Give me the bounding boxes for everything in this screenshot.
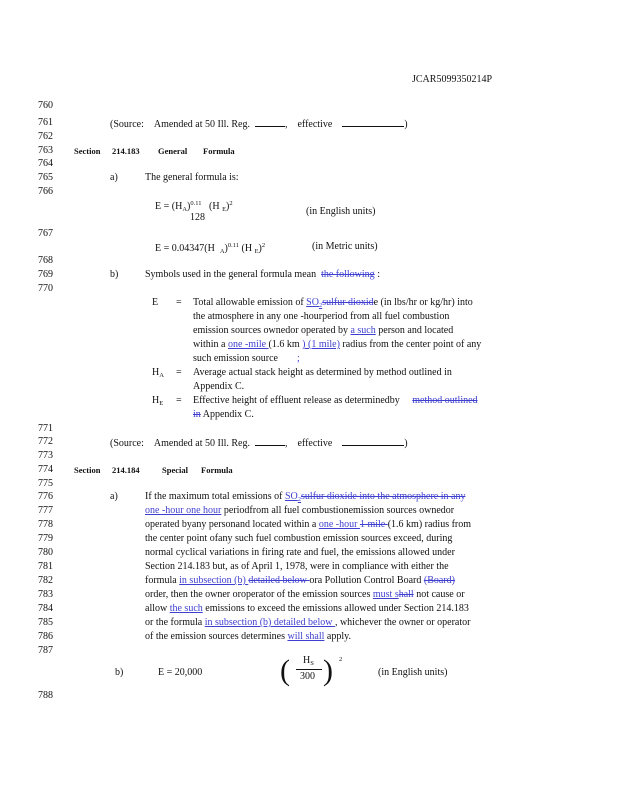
line-number: 778 — [38, 519, 53, 530]
line-number: 768 — [38, 255, 53, 266]
line-number: 786 — [38, 631, 53, 642]
def-e-equals: = — [176, 297, 182, 308]
line-number: 773 — [38, 450, 53, 461]
special-a-line-9: allow the such emissions to exceed the emissions allowed under Section 214.183 — [145, 603, 469, 614]
def-ha-line-1: Average actual stack height as determined by method outlined in — [193, 367, 452, 378]
def-he-line-1: Effective height of effluent release as determinedby method outlined — [193, 395, 478, 406]
line-number: 766 — [38, 186, 53, 197]
line-number: 765 — [38, 172, 53, 183]
line-number: 783 — [38, 589, 53, 600]
section-214-184-title-2: Formula — [201, 465, 233, 475]
special-formula-left-paren: ( — [280, 654, 290, 687]
def-ha-line-2: Appendix C. — [193, 381, 245, 392]
special-formula-units: (in English units) — [378, 667, 448, 678]
english-formula-units: (in English units) — [306, 206, 376, 217]
subsection-a-mark: a) — [110, 172, 118, 183]
line-number: 760 — [38, 100, 53, 111]
line-number: 763 — [38, 145, 53, 156]
english-formula-denominator: 128 — [190, 212, 205, 223]
subsection-b-mark: b) — [110, 269, 119, 280]
special-formula-denominator: 300 — [300, 671, 315, 682]
def-e-symbol: E — [152, 297, 159, 308]
special-a-line-10: or the formula in subsection (b) detailed below , whichever the owner or operator — [145, 617, 471, 628]
def-e-line-3: emission sources ownedor operated by a such person and located — [193, 325, 454, 336]
special-subsection-a-mark: a) — [110, 491, 118, 502]
line-number: 772 — [38, 436, 53, 447]
line-number: 775 — [38, 478, 53, 489]
special-a-line-7: formula in subsection (b) detailed below ora Pollution Control Board (Board) — [145, 575, 455, 586]
line-number: 770 — [38, 283, 53, 294]
section-214-184-label: Section — [74, 465, 101, 475]
source-note-2: (Source: Amended at 50 Ill. Reg. , effective ) — [110, 438, 408, 449]
special-a-line-1: If the maximum total emissions of $SO_2sulfur$ dioxide into the atmosphere in any — [145, 491, 466, 503]
document-id: JCAR5099350214P — [412, 74, 493, 85]
def-e-line-4: within a one -mile (1.6 km ) (1 mile) radius from the center point of any — [193, 339, 482, 350]
section-214-183-number: 214.183 — [112, 146, 140, 156]
line-number: 774 — [38, 464, 53, 475]
subsection-b-text: Symbols used in the general formula mean the following : — [145, 269, 380, 280]
special-formula-numerator: $H_S$ — [303, 655, 314, 667]
source-note-1: (Source: Amended at 50 Ill. Reg. , effective ) — [110, 119, 408, 130]
line-number: 769 — [38, 269, 53, 280]
special-a-line-4: the center point ofany such fuel combustion emission sources exceed, during — [145, 533, 453, 544]
special-formula-right-paren: ) — [323, 654, 333, 687]
line-number: 776 — [38, 491, 53, 502]
def-e-line-1: Total allowable emission of $SO_2sulfur$ dioxide (in lbs/hr or kg/hr) into — [193, 297, 473, 309]
line-number: 761 — [38, 117, 53, 128]
special-a-line-11: of the emission sources determines will shall apply. — [145, 631, 351, 642]
line-number: 784 — [38, 603, 53, 614]
special-a-line-5: normal cyclical variations in firing rate and fuel, the emissions allowed under — [145, 547, 455, 558]
line-number: 788 — [38, 690, 53, 701]
line-number: 781 — [38, 561, 53, 572]
def-he-symbol: $H_E$ — [152, 395, 164, 407]
metric-formula: E = 0.04347(H $_A$)$^{0.11}$ (H $_E$)$^2$ — [155, 242, 266, 255]
special-formula-lhs: E = 20,000 — [158, 667, 203, 678]
special-a-line-2: one -hour one hour periodfrom all fuel combustionemission sources ownedor — [145, 505, 455, 516]
special-formula-exponent: 2 — [339, 656, 343, 663]
def-e-line-2: the atmosphere in any one -hourperiod from all fuel combustion — [193, 311, 450, 322]
line-number: 779 — [38, 533, 53, 544]
line-number: 767 — [38, 228, 53, 239]
line-number: 762 — [38, 131, 53, 142]
line-number: 787 — [38, 645, 53, 656]
section-214-184-number: 214.184 — [112, 465, 140, 475]
def-ha-equals: = — [176, 367, 182, 378]
line-number: 777 — [38, 505, 53, 516]
special-a-line-8: order, then the owner oroperator of the emission sources must shall not cause or — [145, 589, 465, 600]
def-e-line-5: such emission source — [193, 353, 278, 364]
metric-formula-units: (in Metric units) — [312, 241, 378, 252]
revision-mark: ; — [297, 353, 300, 364]
section-214-183-title-2: Formula — [203, 146, 235, 156]
special-a-line-3: operated byany personand located within a one -hour 1 mile (1.6 km) radius from — [145, 519, 472, 530]
section-214-183-label: Section — [74, 146, 101, 156]
special-formula-fraction-bar — [296, 669, 322, 670]
subsection-a-text: The general formula is: — [145, 172, 239, 183]
line-number: 771 — [38, 423, 53, 434]
english-formula: $E = (H_A)^{0.11}$ (H $_E$)$^2$ — [155, 200, 233, 213]
special-a-line-6: Section 214.183 but, as of April 1, 1978, were in compliance with either the — [145, 561, 449, 572]
def-he-equals: = — [176, 395, 182, 406]
line-number: 764 — [38, 158, 53, 169]
line-number: 780 — [38, 547, 53, 558]
line-number: 782 — [38, 575, 53, 586]
section-214-184-title-1: Special — [162, 465, 188, 475]
def-he-line-2: in Appendix C. — [193, 409, 254, 420]
line-number: 785 — [38, 617, 53, 628]
special-subsection-b-mark: b) — [115, 667, 124, 678]
section-214-183-title-1: General — [158, 146, 188, 156]
def-ha-symbol: $H_A$ — [152, 367, 164, 379]
